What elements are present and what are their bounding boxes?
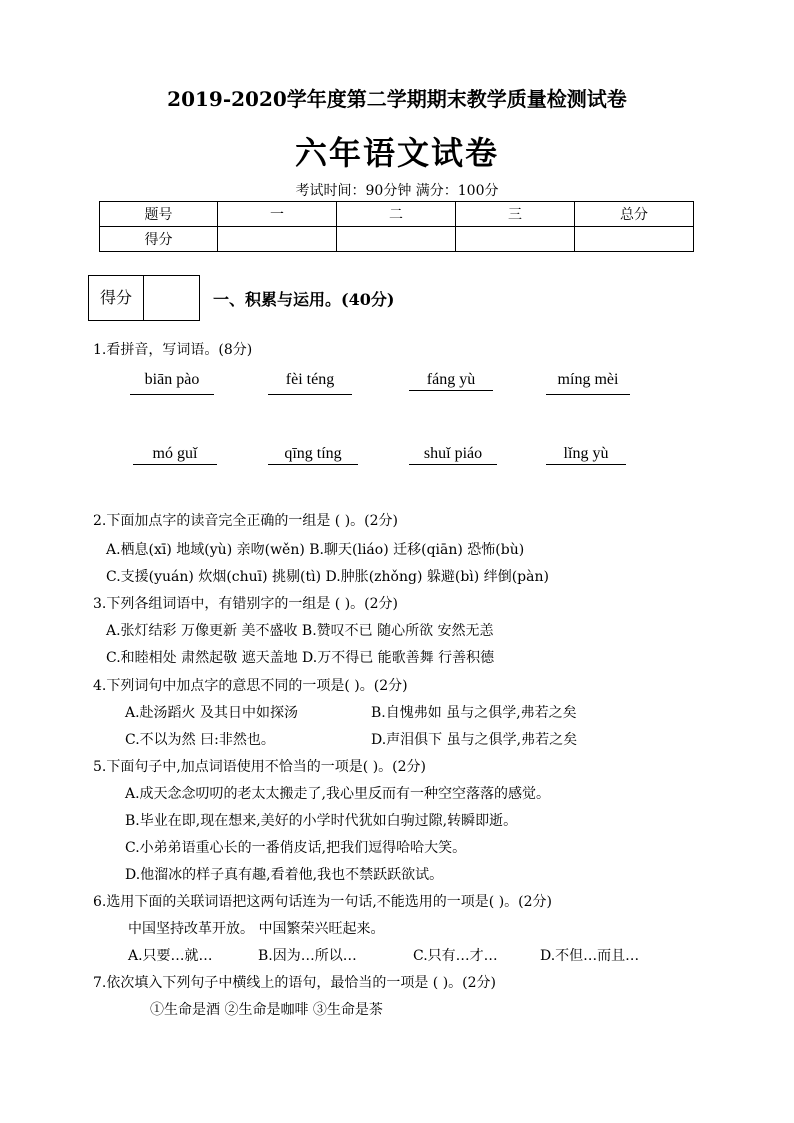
pinyin-item: shuǐ piáo bbox=[423, 445, 483, 462]
section-title: 一、积累与运用。(40分) bbox=[213, 290, 395, 309]
pinyin-item: lǐng yù bbox=[563, 445, 609, 462]
answer-underline bbox=[268, 394, 352, 395]
exam-info: 考试时间：90分钟 满分：100分 bbox=[295, 183, 499, 199]
option-line: A.张灯结彩 万像更新 美不盛收 B.赞叹不已 随心所欲 安然无恙 bbox=[106, 623, 494, 639]
answer-underline bbox=[546, 394, 630, 395]
score-table-score-row bbox=[100, 227, 694, 252]
score-table bbox=[99, 201, 694, 252]
score-table-header-row bbox=[100, 202, 694, 227]
pinyin-item: fáng yù bbox=[426, 371, 476, 388]
answer-underline bbox=[409, 390, 493, 391]
pinyin-item: míng mèi bbox=[557, 371, 619, 388]
question-sentence: 中国坚持改革开放。 中国繁荣兴旺起来。 bbox=[128, 921, 385, 937]
score-row-label: 得分 bbox=[100, 227, 218, 252]
answer-underline bbox=[409, 464, 497, 465]
section-score-label: 得分 bbox=[89, 276, 144, 320]
score-table-header: 三 bbox=[456, 202, 575, 227]
pinyin-item: mó guǐ bbox=[152, 445, 198, 462]
question-items: ①生命是酒 ②生命是咖啡 ③生命是茶 bbox=[150, 1002, 383, 1018]
option-line: A.栖息(xī) 地域(yù) 亲吻(wěn) B.聊天(liáo) 迁移(qiān) 恐怖(bù) bbox=[106, 542, 525, 558]
score-cell bbox=[575, 227, 694, 252]
option-a: A.只要…就… bbox=[128, 948, 213, 964]
score-table-header: 二 bbox=[337, 202, 456, 227]
option-a: A.成天念念叨叨的老太太搬走了,我心里反而有一种空空落落的感觉。 bbox=[125, 786, 551, 802]
question-6: 6.选用下面的关联词语把这两句话连为一句话,不能选用的一项是( )。(2分) bbox=[93, 894, 553, 910]
answer-underline bbox=[268, 464, 358, 465]
exam-main-title: 六年语文试卷 bbox=[294, 134, 499, 172]
option-c: C.不以为然 曰:非然也。 bbox=[125, 732, 275, 748]
score-cell bbox=[218, 227, 337, 252]
question-4: 4.下列词句中加点字的意思不同的一项是( )。(2分) bbox=[93, 678, 408, 694]
option-c: C.只有…才… bbox=[413, 948, 498, 964]
answer-underline bbox=[130, 394, 214, 395]
score-cell bbox=[456, 227, 575, 252]
score-table-header: 题号 bbox=[100, 202, 218, 227]
score-cell bbox=[337, 227, 456, 252]
question-5: 5.下面句子中,加点词语使用不恰当的一项是( )。(2分) bbox=[93, 759, 427, 775]
option-b: B.自愧弗如 虽与之俱学,弗若之矣 bbox=[371, 705, 577, 721]
exam-header-title: 2019-2020学年度第二学期期末教学质量检测试卷 bbox=[167, 87, 627, 111]
option-c: C.小弟弟语重心长的一番俏皮话,把我们逗得哈哈大笑。 bbox=[125, 840, 467, 856]
option-line: C.支援(yuán) 炊烟(chuī) 挑剔(tì) D.肿胀(zhǒng) 躲避(bì) 绊倒(pàn) bbox=[106, 569, 549, 585]
answer-underline bbox=[546, 464, 626, 465]
question-2: 2.下面加点字的读音完全正确的一组是 ( )。(2分) bbox=[93, 513, 399, 529]
question-7: 7.依次填入下列句子中横线上的语句，最恰当的一项是 ( )。(2分) bbox=[93, 975, 497, 991]
question-3: 3.下列各组词语中，有错别字的一组是 ( )。(2分) bbox=[93, 596, 399, 612]
pinyin-item: qīng tíng bbox=[284, 445, 342, 462]
option-a: A.赴汤蹈火 及其日中如探汤 bbox=[125, 705, 299, 721]
option-d: D.他溜冰的样子真有趣,看着他,我也不禁跃跃欲试。 bbox=[125, 867, 444, 883]
option-b: B.因为…所以… bbox=[258, 948, 357, 964]
question-1: 1.看拼音，写词语。(8分) bbox=[93, 342, 253, 358]
pinyin-item: fèi téng bbox=[285, 371, 335, 388]
option-line: C.和睦相处 肃然起敬 遮天盖地 D.万不得已 能歌善舞 行善积德 bbox=[106, 650, 495, 666]
score-table-header: 一 bbox=[218, 202, 337, 227]
section-score-box bbox=[88, 275, 200, 321]
option-d: D.不但…而且… bbox=[540, 948, 640, 964]
option-b: B.毕业在即,现在想来,美好的小学时代犹如白驹过隙,转瞬即逝。 bbox=[125, 813, 518, 829]
option-d: D.声泪俱下 虽与之俱学,弗若之矣 bbox=[371, 732, 578, 748]
answer-underline bbox=[133, 464, 217, 465]
pinyin-item: biān pào bbox=[144, 371, 200, 388]
score-table-header: 总分 bbox=[575, 202, 694, 227]
